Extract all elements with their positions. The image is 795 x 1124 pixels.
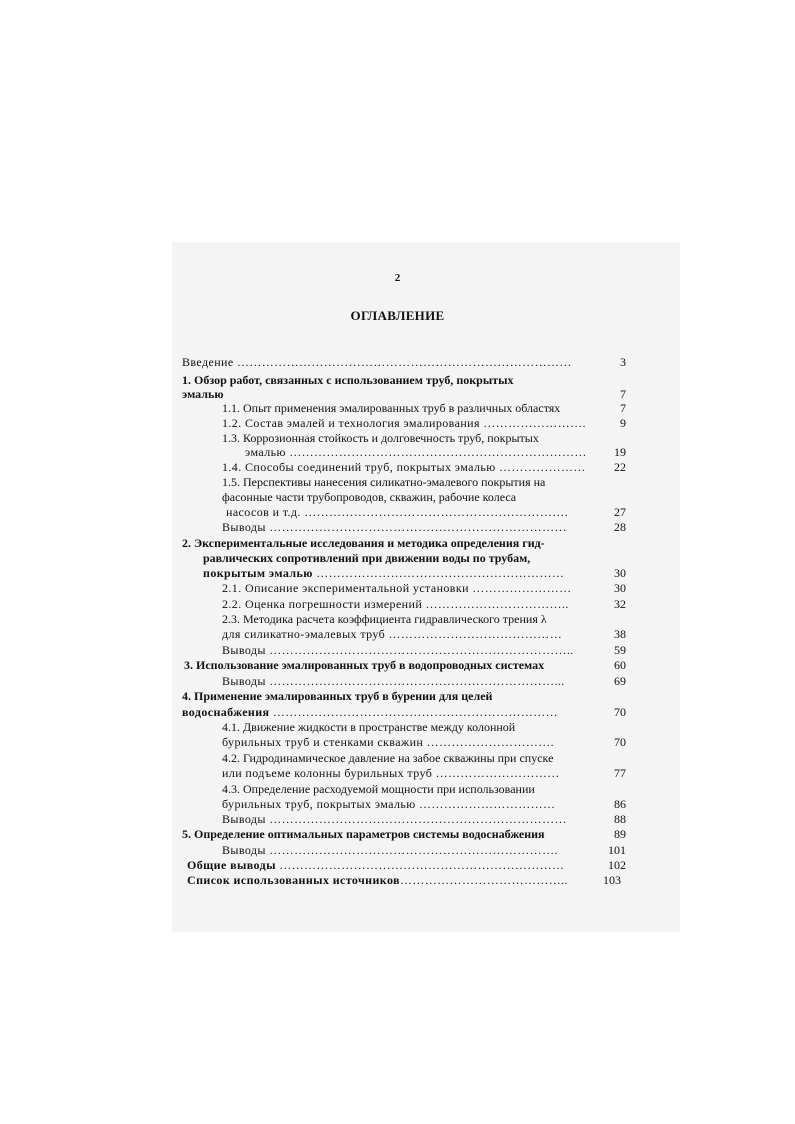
toc-entry-1-4: 1.4. Способы соединений труб, покрытых эмалью ………………… bbox=[222, 460, 586, 474]
toc-page: 38 bbox=[614, 627, 626, 641]
toc-page: 7 bbox=[620, 387, 626, 401]
toc-entry-ch2-cont2: покрытым эмалью …………………………………………………… bbox=[203, 566, 565, 580]
toc-title: ОГЛАВЛЕНИЕ bbox=[350, 308, 445, 323]
toc-entry-4-conclusions: Выводы ……………………………………………………………… bbox=[222, 812, 567, 826]
toc-page: 103 bbox=[603, 873, 621, 887]
toc-page: 86 bbox=[614, 797, 626, 811]
toc-page: 22 bbox=[614, 460, 626, 474]
toc-entry-references: Список использованных источников………………………………….. bbox=[187, 873, 568, 887]
toc-entry-ch1-cont: эмалью bbox=[182, 387, 224, 401]
toc-entry-4-3: 4.3. Определение расходуемой мощности при использовании bbox=[222, 782, 535, 796]
toc-entry-2-2: 2.2. Оценка погрешности измерений …………………………….. bbox=[222, 597, 569, 611]
toc-entry-2-1: 2.1. Описание экспериментальной установки …………………… bbox=[222, 581, 572, 595]
toc-page: 60 bbox=[614, 658, 626, 672]
toc-page: 27 bbox=[614, 505, 626, 519]
toc-page: 102 bbox=[608, 858, 626, 872]
toc-page: 77 bbox=[614, 766, 626, 780]
toc-entry-1-5-cont: фасонные части трубопроводов, скважин, рабочие колеса bbox=[222, 490, 517, 504]
page-number: 2 bbox=[394, 272, 401, 284]
toc-entry-1-3: 1.3. Коррозионная стойкость и долговечность труб, покрытых bbox=[222, 431, 539, 445]
toc-entry-5-conclusions: Выводы ……………………………………………………………. bbox=[222, 843, 558, 857]
toc-entry-2-conclusions: Выводы ……………………………………………………………….. bbox=[222, 643, 574, 657]
toc-entry-2-3: 2.3. Методика расчета коэффициента гидравлического трения λ bbox=[222, 612, 547, 626]
toc-page: 89 bbox=[614, 827, 626, 841]
toc-page: 19 bbox=[614, 445, 626, 459]
toc-entry-ch4: 4. Применение эмалированных труб в бурении для целей bbox=[182, 689, 493, 703]
toc-page: 7 bbox=[620, 401, 626, 415]
toc-page: 30 bbox=[614, 566, 626, 580]
toc-entry-ch5: 5. Определение оптимальных параметров системы водоснабжения bbox=[182, 827, 545, 841]
toc-entry-4-2-cont: или подъеме колонны бурильных труб ………………………… bbox=[222, 766, 560, 780]
toc-page: 69 bbox=[614, 674, 626, 688]
toc-entry-ch1: 1. Обзор работ, связанных с использованием труб, покрытых bbox=[182, 373, 514, 387]
toc-entry-4-1: 4.1. Движение жидкости в пространстве между колонной bbox=[222, 720, 516, 734]
toc-page: 101 bbox=[608, 843, 626, 857]
toc-page: 9 bbox=[620, 416, 626, 430]
toc-entry-4-2: 4.2. Гидродинамическое давление на забое скважины при спуске bbox=[222, 751, 554, 765]
toc-entry-intro: Введение ……………………………………………………………………… bbox=[182, 355, 572, 369]
toc-entry-4-3-cont: бурильных труб, покрытых эмалью …………………………… bbox=[222, 797, 556, 811]
toc-entry-3-conclusions: Выводы ……………………………………………………………... bbox=[222, 674, 565, 688]
toc-entry-1-1: 1.1. Опыт применения эмалированных труб в различных областях bbox=[222, 401, 561, 415]
toc-page: 30 bbox=[614, 581, 626, 595]
toc-entry-4-1-cont: бурильных труб и стенками скважин …………………………. bbox=[222, 735, 555, 749]
toc-entry-2-3-cont: для силикатно-эмалевых труб …………………………………… bbox=[222, 627, 563, 641]
toc-entry-1-5: 1.5. Перспективы нанесения силикатно-эмалевого покрытия на bbox=[222, 475, 546, 489]
toc-entry-1-3-cont: эмалью ……………………………………………………………… bbox=[245, 445, 587, 459]
toc-entry-1-5-cont2: насосов и т.д. ………………………………………………………. bbox=[226, 505, 569, 519]
toc-entry-ch2-cont: равлических сопротивлений при движении воды по трубам, bbox=[203, 551, 531, 565]
toc-entry-1-conclusions: Выводы ……………………………………………………………… bbox=[222, 520, 567, 534]
toc-page: 32 bbox=[614, 597, 626, 611]
toc-entry-1-2: 1.2. Состав эмалей и технология эмалирования ……………………. bbox=[222, 416, 586, 430]
toc-entry-ch4-cont: водоснабжения …………………………………………………………… bbox=[182, 705, 559, 719]
toc-page: 3 bbox=[620, 355, 626, 369]
toc-page: 70 bbox=[614, 735, 626, 749]
toc-entry-ch2: 2. Экспериментальные исследования и методика определения гид- bbox=[182, 536, 545, 550]
toc-page: 28 bbox=[614, 520, 626, 534]
toc-page: 59 bbox=[614, 643, 626, 657]
toc-entry-general-conclusions: Общие выводы …………………………………………………………… bbox=[187, 858, 565, 872]
toc-page: 88 bbox=[614, 812, 626, 826]
toc-entry-ch3: 3. Использование эмалированных труб в водопроводных системах bbox=[184, 658, 545, 672]
toc-page: 70 bbox=[614, 705, 626, 719]
